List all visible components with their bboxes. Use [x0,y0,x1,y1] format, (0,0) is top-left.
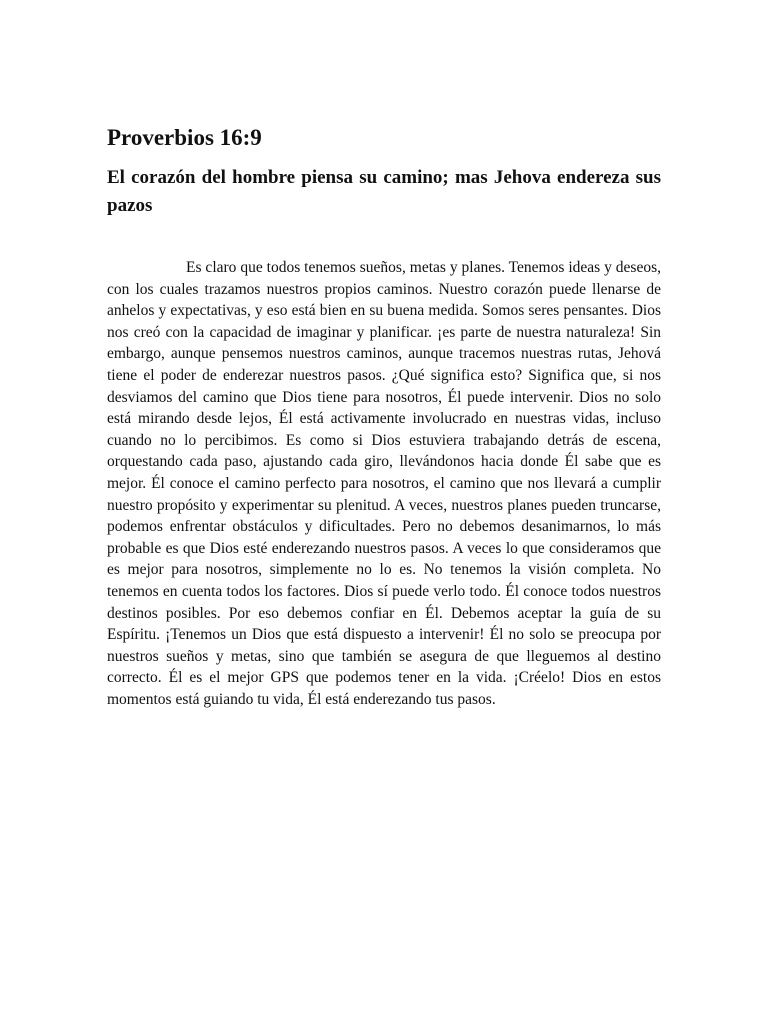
verse-subtitle: El corazón del hombre piensa su camino; mas Jehova endereza sus pazos [107,167,661,216]
body-paragraph: Es claro que todos tenemos sueños, metas y planes. Tenemos ideas y deseos, con los cuales trazamos nuestros propios caminos. Nuestro corazón puede llenarse de anhelos y expectativas, y eso está bien en su buena medida. Somos seres pensantes. Dios nos creó con la capacidad de imaginar y planificar. ¡es parte de nuestra naturaleza! Sin embargo, aunque pensemos nuestros caminos, aunque tracemos nuestras rutas, Jehová tiene el poder de enderezar nuestros pasos. ¿Qué significa esto? Significa que, si nos desviamos del camino que Dios tiene para nosotros, Él puede intervenir. Dios no solo está mirando desde lejos, Él está activamente involucrado en nuestras vidas, incluso cuando no lo percibimos. Es como si Dios estuviera trabajando detrás de escena, orquestando cada paso, ajustando cada giro, llevándonos hacia donde Él sabe que es mejor. Él conoce el camino perfecto para nosotros, el camino que nos llevará a cumplir nuestro propósito y experimentar su plenitud. A veces, nuestros planes pueden truncarse, podemos enfrentar obstáculos y dificultades. Pero no debemos desanimarnos, lo más probable es que Dios esté enderezando nuestros pasos. A veces lo que consideramos que es mejor para nosotros, simplemente no lo es. No tenemos la visión completa. No tenemos en cuenta todos los factores. Dios sí puede verlo todo. Él conoce todos nuestros destinos posibles. Por eso debemos confiar en Él. Debemos aceptar la guía de su Espíritu. ¡Tenemos un Dios que está dispuesto a intervenir! Él no solo se preocupa por nuestros sueños y metas, sino que también se asegura de que lleguemos al destino correcto. Él es el mejor GPS que podemos tener en la vida. ¡Créelo! Dios en estos momentos está guiando tu vida, Él está enderezando tus pasos. [107,259,661,708]
page-title: Proverbios 16:9 [107,125,262,150]
document-page [107,122,661,710]
